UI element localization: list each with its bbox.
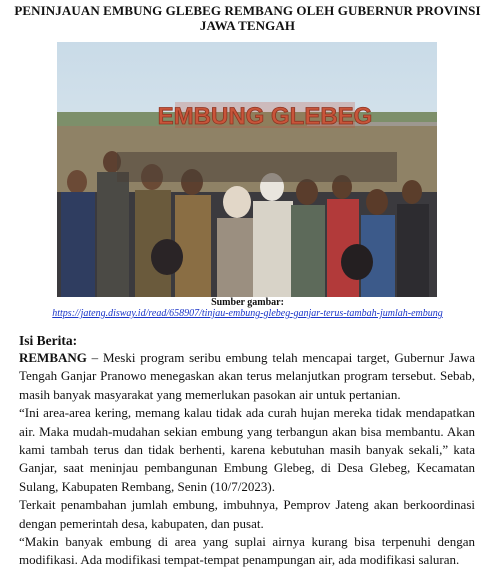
- section-heading: Isi Berita:: [19, 333, 78, 348]
- paragraph-text: “Ini area-area kering, memang kalau tidak ada curah hujan mereka tidak mendapatkan air. Maka mudah-mudahan sekian embung yang terbangun akan bisa membantu. Akan kami tambah terus dan tidak berhenti, karena kebutuhan masih banyak sekali,” kata Ganjar, saat meninjau pembangunan Embung Glebeg, di Desa Glebeg, Kecamatan Sulang, Kabupaten Rembang, Senin (10/7/2023).: [19, 405, 475, 494]
- sign-text: EMBUNG GLEBEG: [157, 103, 373, 130]
- photo-caption: [0, 297, 495, 319]
- news-photo: [57, 42, 437, 297]
- crowd-photo-illustration: [57, 42, 437, 297]
- paragraph-text: “Makin banyak embung di area yang suplai airnya kurang bisa terpenuhi dengan modifikasi. Ada modifikasi tempat-tempat penampungan air, ada modifikasi saluran.: [19, 534, 475, 568]
- article-title: PENINJAUAN EMBUNG GLEBEG REMBANG OLEH GUBERNUR PROVINSI JAWA TENGAH: [14, 3, 481, 33]
- dateline: REMBANG: [19, 350, 87, 365]
- paragraph-2: [19, 404, 475, 496]
- paragraph-text: – Meski program seribu embung telah mencapai target, Gubernur Jawa Tengah Ganjar Pranowo menegaskan akan terus melanjutkan program tersebut. Sebab, masih banyak masyarakat yang memerlukan pasokan air untuk pertanian.: [19, 350, 475, 402]
- embung-sign: [158, 102, 373, 130]
- paragraph-3: [19, 496, 475, 533]
- paragraph-text: Terkait penambahan jumlah embung, imbuhnya, Pemprov Jateng akan berkoordinasi dengan pemerintah desa, kabupaten, dan pusat.: [19, 497, 475, 531]
- source-link[interactable]: https://jateng.disway.id/read/658907/tinjau-embung-glebeg-ganjar-terus-tambah-jumlah-embung: [52, 308, 443, 319]
- crowd: [57, 151, 437, 297]
- paragraph-4: [19, 533, 475, 570]
- article-body: [19, 349, 475, 570]
- paragraph-1: [19, 349, 475, 404]
- caption-label: Sumber gambar:: [211, 297, 284, 308]
